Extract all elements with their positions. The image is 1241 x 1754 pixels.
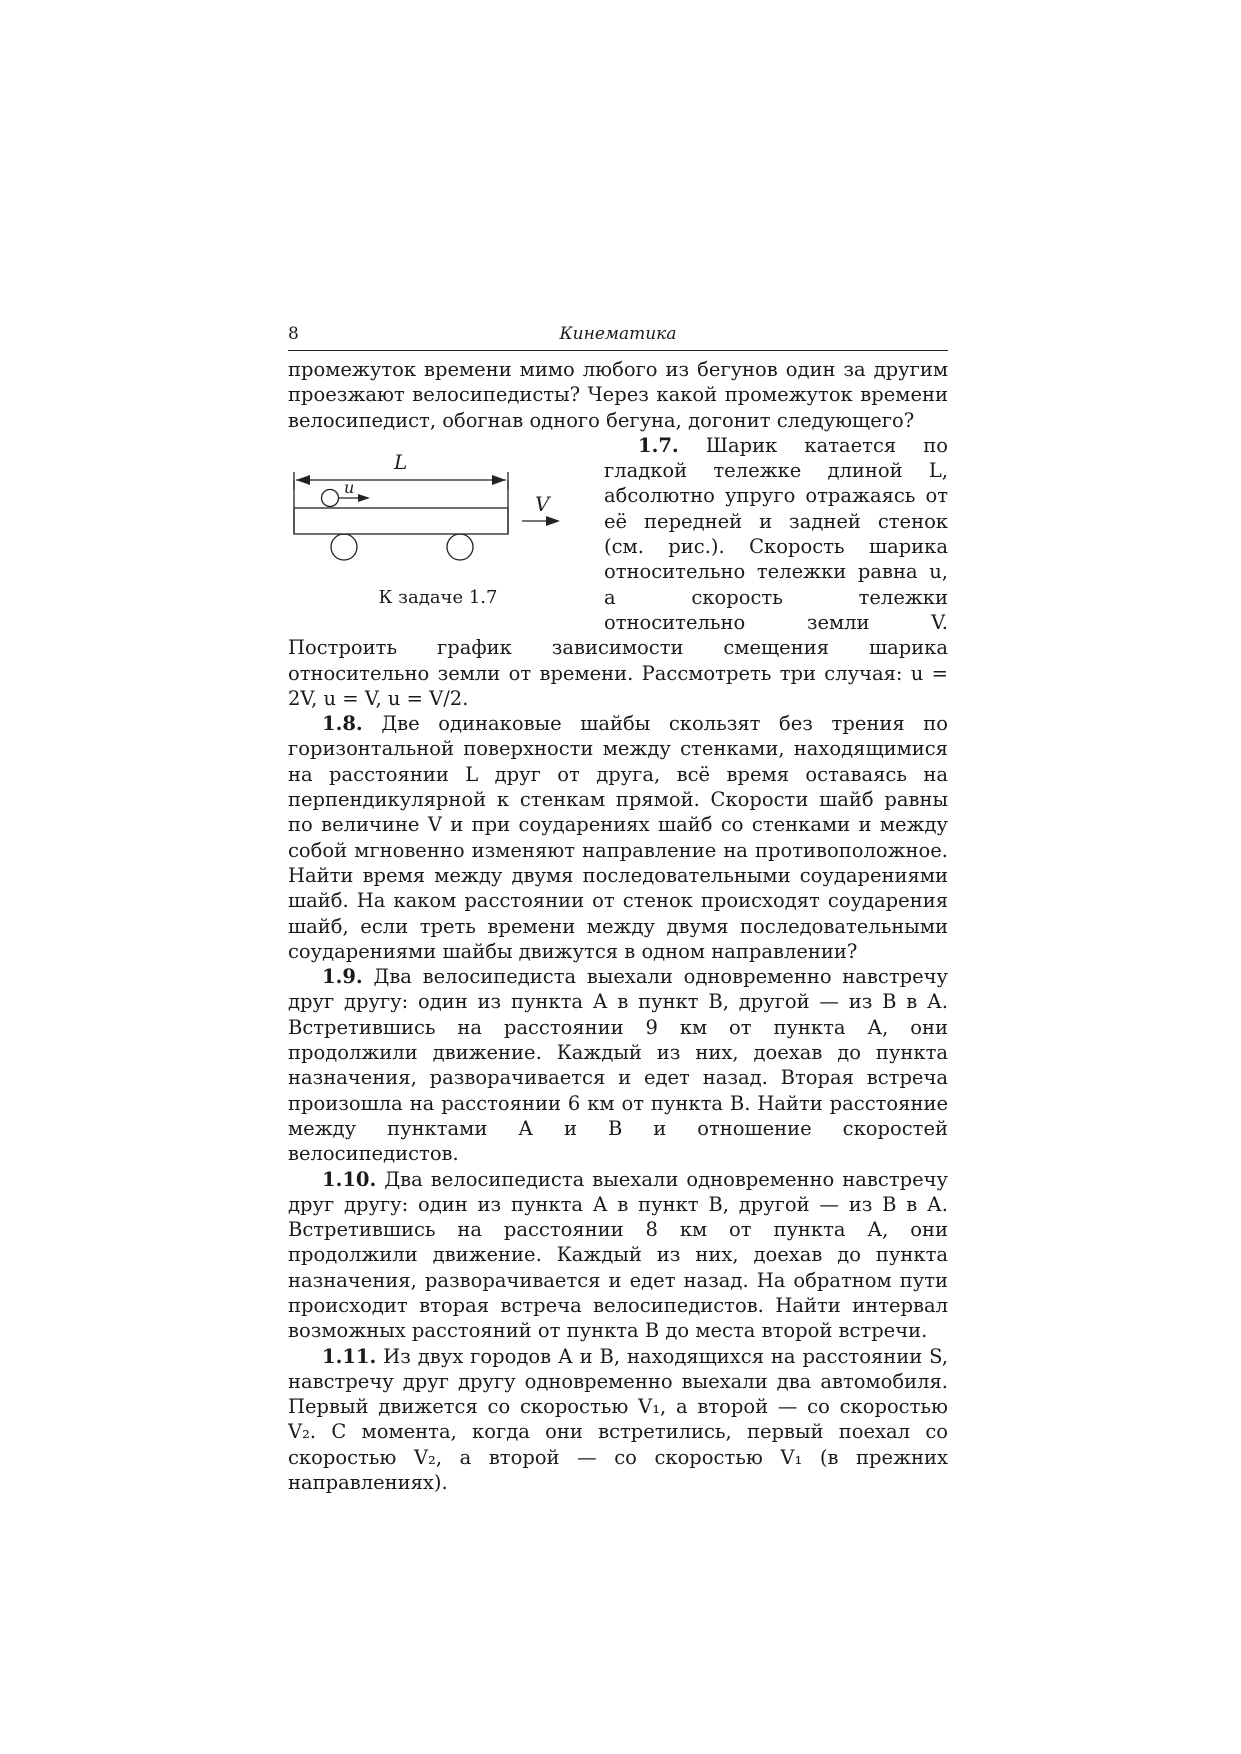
label-cart-speed: V bbox=[535, 491, 550, 516]
problem-number: 1.7. bbox=[638, 433, 679, 457]
dimension-arrow-left bbox=[296, 475, 310, 485]
figure-caption: К задаче 1.7 bbox=[378, 586, 498, 608]
cart-velocity-arrow bbox=[546, 516, 560, 526]
ball-velocity-arrow bbox=[358, 494, 370, 502]
label-ball-speed: u bbox=[344, 477, 355, 497]
problem-1-9 bbox=[288, 964, 948, 1166]
problem-1-11 bbox=[288, 1344, 948, 1496]
figure-cart bbox=[288, 435, 588, 633]
dimension-arrow-right bbox=[492, 475, 506, 485]
problem-number: 1.8. bbox=[322, 712, 363, 736]
problem-number: 1.10. bbox=[322, 1167, 377, 1191]
problem-1-8 bbox=[288, 711, 948, 964]
problem-text: Из двух городов А и В, находящихся на расстоянии S, навстречу друг другу одновременно выехали два автомобиля. Первый движется со скоростью V₁, а второй — со скоростью V₂. С момента, когда они встретились, первый поехал со скоростью V₂, а второй — со скоростью V₁ (в прежних направлениях). bbox=[288, 1344, 948, 1495]
problem-text: Шарик катается по гладкой тележке длиной L, абсолютно упруго отражаясь от её передней и задней стенок (см. рис.). Скорость шарика относительно тележки равна u, а скорость тележки относительно земли V. Построить график зависимости смещения шарика относительно земли от времени. Рассмотреть три случая: u = 2V, u = V, u = V/2. bbox=[288, 433, 948, 710]
body-text bbox=[288, 357, 948, 1495]
book-page bbox=[288, 320, 948, 1495]
paragraph-continuation: промежуток времени мимо любого из бегунов один за другим проезжают велосипедисты? Через какой промежуток времени велосипедист, обогнав одного бегуна, догонит следующего? bbox=[288, 358, 948, 432]
wheel-right bbox=[447, 534, 473, 560]
wheel-left bbox=[331, 534, 357, 560]
problem-text: Два велосипедиста выехали одновременно навстречу друг другу: один из пункта А в пункт В, другой — из В в А. Встретившись на расстоянии 9 км от пункта А, они продолжили движение. Каждый из них, доехав до пункта назначения, разворачивается и едет назад. Вторая встреча произошла на расстоянии 6 км от пункта В. Найти расстояние между пунктами А и В и отношение скоростей велосипедистов. bbox=[288, 965, 949, 1166]
cart-platform bbox=[294, 508, 508, 534]
problem-text: Две одинаковые шайбы скользят без трения по горизонтальной поверхности между стенками, находящимися на расстоянии L друг от друга, всё время оставаясь на перпендикулярной к стенкам прямой. Скорости шайб равны по величине V и при соударениях шайб со стенками и между собой мгновенно изменяют направление на противоположное. Найти время между двумя последовательными соударениями шайб. На каком расстоянии от стенок происходят соударения шайб, если треть времени между двумя последовательными соударениями шайбы движутся в одном направлении? bbox=[288, 712, 948, 963]
problem-number: 1.9. bbox=[322, 965, 363, 989]
ball bbox=[322, 489, 339, 506]
page-number: 8 bbox=[288, 324, 299, 344]
running-head bbox=[288, 320, 948, 351]
problem-1-10 bbox=[288, 1167, 948, 1344]
problem-number: 1.11. bbox=[322, 1344, 377, 1368]
cart-diagram bbox=[288, 435, 588, 585]
problem-text: Два велосипедиста выехали одновременно навстречу друг другу: один из пункта А в пункт В, другой — из В в А. Встретившись на расстоянии 8 км от пункта А, они продолжили движение. Каждый из них, доехав до пункта назначения, разворачивается и едет назад. На обратном пути происходит вторая встреча велосипедистов. Найти интервал возможных расстояний от пункта В до места второй встречи. bbox=[288, 1167, 948, 1343]
section-title: Кинематика bbox=[559, 324, 677, 344]
label-length: L bbox=[394, 449, 408, 474]
